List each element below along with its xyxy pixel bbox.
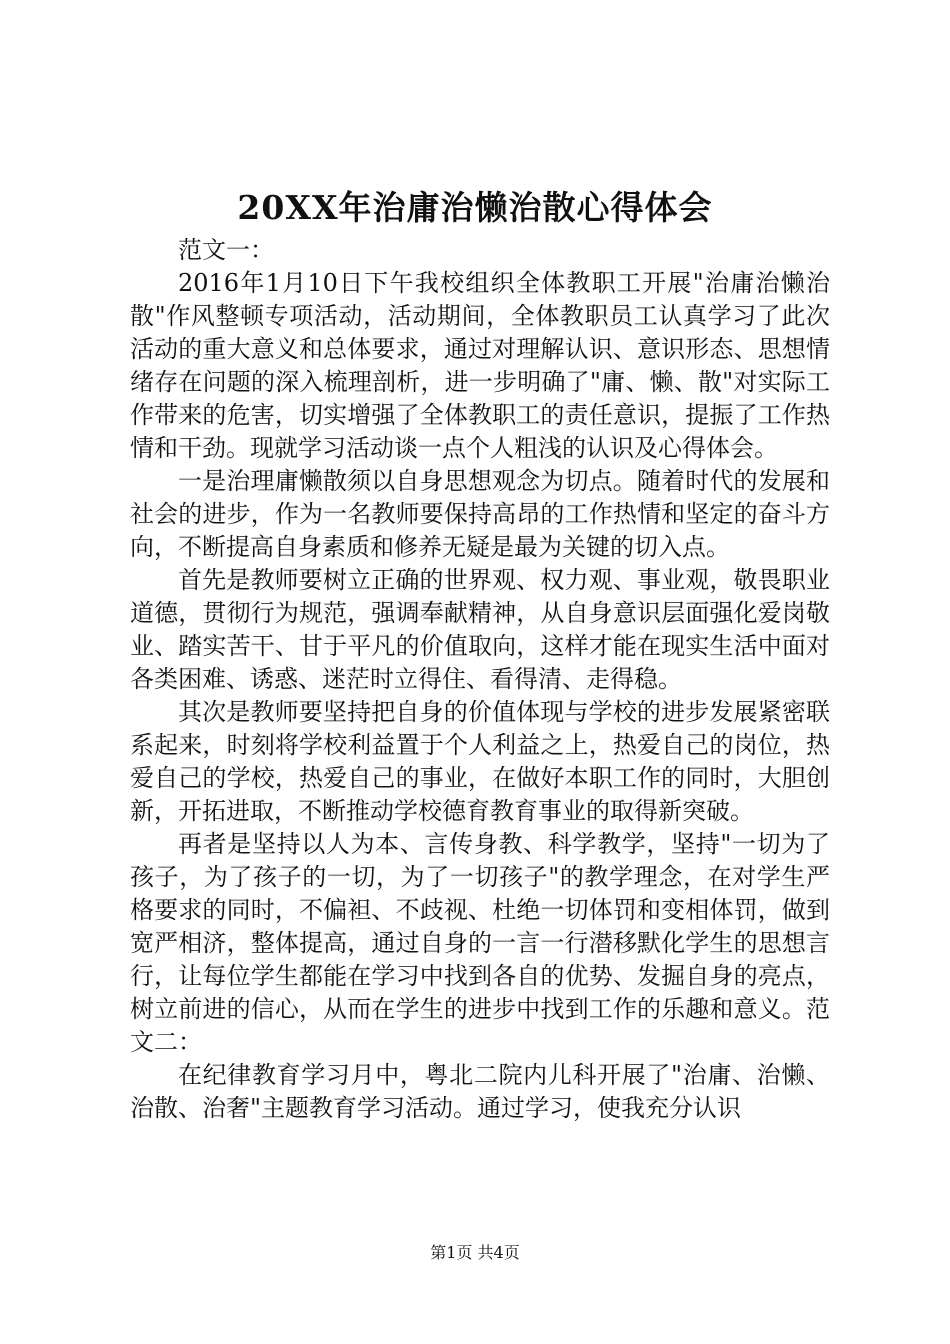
page-number-footer: 第1页 共4页: [430, 1243, 520, 1262]
paragraph-second: 其次是教师要坚持把自身的价值体现与学校的进步发展紧密联系起来，时刻将学校利益置于个人利益之上，热爱自己的岗位，热爱自己的学校，热爱自己的事业，在做好本职工作的同时，大胆创新，开拓进取，不断推动学校德育教育事业的取得新突破。: [130, 698, 830, 825]
document-body: [130, 234, 830, 1125]
paragraph-heading-sample-one: 范文一：: [178, 236, 274, 264]
paragraph-sample-two: 在纪律教育学习月中，粤北二院内儿科开展了"治庸、治懒、治散、治奢"主题教育学习活动。通过学习，使我充分认识: [130, 1061, 830, 1122]
document-title: 20XX年治庸治懒治散心得体会: [237, 188, 713, 227]
paragraph-third: 再者是坚持以人为本、言传身教、科学教学，坚持"一切为了孩子，为了孩子的一切，为了一切孩子"的教学理念，在对学生严格要求的同时，不偏袒、不歧视、杜绝一切体罚和变相体罚，做到宽严相济，整体提高，通过自身的一言一行潜移默化学生的思想言行，让每位学生都能在学习中找到各自的优势、发掘自身的亮点，树立前进的信心，从而在学生的进步中找到工作的乐趣和意义。范文二：: [130, 830, 830, 1056]
paragraph-first: 首先是教师要树立正确的世界观、权力观、事业观，敬畏职业道德，贯彻行为规范，强调奉献精神，从自身意识层面强化爱岗敬业、踏实苦干、甘于平凡的价值取向，这样才能在现实生活中面对各类困难、诱惑、迷茫时立得住、看得清、走得稳。: [130, 566, 830, 693]
paragraph-point-one: 一是治理庸懒散须以自身思想观念为切点。随着时代的发展和社会的进步，作为一名教师要保持高昂的工作热情和坚定的奋斗方向，不断提高自身素质和修养无疑是最为关键的切入点。: [130, 467, 830, 561]
paragraph-intro: 2016年1月10日下午我校组织全体教职工开展"治庸治懒治散"作风整顿专项活动，活动期间，全体教职员工认真学习了此次活动的重大意义和总体要求，通过对理解认识、意识形态、思想情绪存在问题的深入梳理剖析，进一步明确了"庸、懒、散"对实际工作带来的危害，切实增强了全体教职工的责任意识，提振了工作热情和干劲。现就学习活动谈一点个人粗浅的认识及心得体会。: [130, 269, 830, 462]
